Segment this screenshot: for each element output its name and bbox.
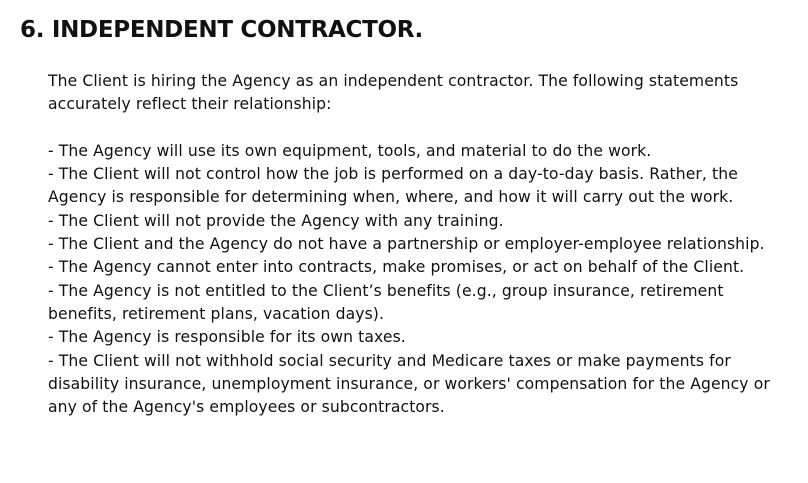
list-item: - The Client and the Agency do not have a partnership or employer-employee relationship. bbox=[48, 235, 765, 254]
list-item: - The Agency is responsible for its own taxes. bbox=[48, 328, 406, 347]
list-item: - The Agency is not entitled to the Client’s benefits (e.g., group insurance, retirement benefits, retirement plans, vacation days). bbox=[48, 281, 724, 323]
section-heading: 6. INDEPENDENT CONTRACTOR. bbox=[20, 17, 423, 43]
list-item: - The Agency will use its own equipment, tools, and material to do the work. bbox=[48, 141, 652, 160]
list-item: - The Client will not control how the job is performed on a day-to-day basis. Rather, the Agency is responsible for determining when, where, and how it will carry out the work. bbox=[48, 165, 738, 207]
list-item: - The Agency cannot enter into contracts, make promises, or act on behalf of the Client. bbox=[48, 258, 745, 277]
section-body bbox=[48, 70, 788, 419]
list-item: - The Client will not withhold social security and Medicare taxes or make payments for disability insurance, unemployment insurance, or workers' compensation for the Agency or any of the Agency's employees or subcontractors. bbox=[48, 351, 770, 417]
intro-paragraph: The Client is hiring the Agency as an independent contractor. The following statements accurately reflect their relationship: bbox=[48, 72, 739, 114]
list-item: - The Client will not provide the Agency with any training. bbox=[48, 211, 504, 230]
